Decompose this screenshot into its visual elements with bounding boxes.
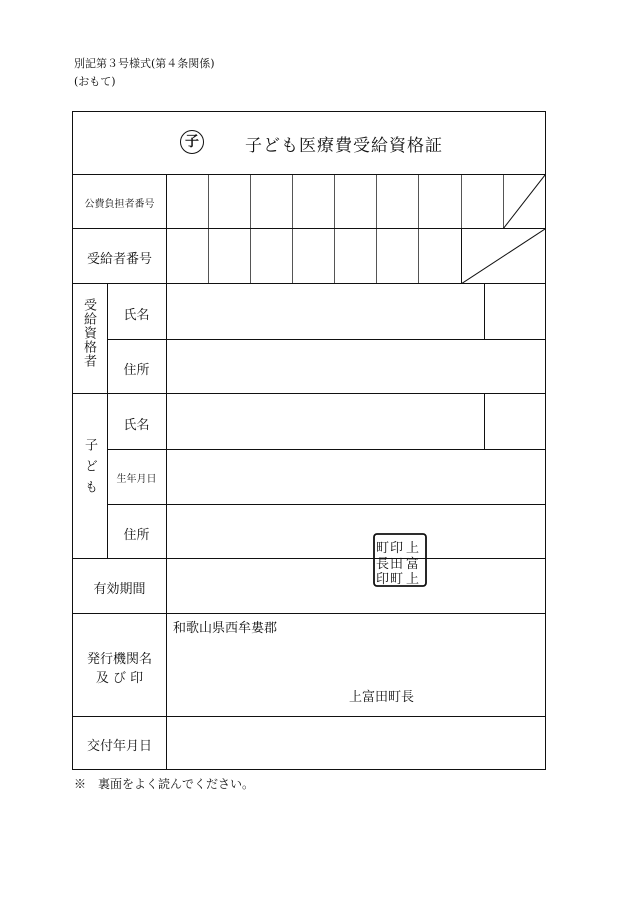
svg-text:町: 町: [390, 572, 404, 587]
issuer-prefecture: 和歌山県西牟婁郡: [173, 621, 278, 636]
form-reference: 別記第３号様式(第４条関係): [74, 57, 215, 70]
divider: [484, 284, 485, 339]
digit-divider: [250, 229, 251, 284]
digit-divider: [376, 175, 377, 229]
svg-text:上: 上: [406, 541, 420, 556]
digit-divider: [250, 175, 251, 229]
divider: [107, 449, 545, 450]
digit-divider: [334, 175, 335, 229]
official-seal-stamp: [372, 532, 428, 588]
svg-text:上: 上: [406, 572, 420, 587]
divider: [166, 717, 167, 770]
slash-mark: [503, 175, 545, 229]
svg-text:長: 長: [376, 557, 390, 572]
recipient-address-label: 住所: [123, 363, 150, 378]
issuer-label-2: 及 び 印: [95, 671, 144, 686]
svg-text:町: 町: [376, 541, 390, 556]
divider: [107, 504, 545, 505]
digit-divider: [418, 175, 419, 229]
recipient-name-label: 氏名: [123, 308, 150, 323]
issuer-row: [73, 613, 545, 717]
form-side-label: (おもて): [74, 75, 116, 88]
page-title: 子ども医療費受給資格証: [245, 136, 443, 156]
digit-divider: [292, 175, 293, 229]
divider: [166, 559, 167, 614]
child-name-label: 氏名: [123, 418, 150, 433]
svg-text:富: 富: [406, 557, 420, 572]
divider: [107, 339, 545, 340]
issue-date-label: 交付年月日: [86, 739, 152, 754]
digit-divider: [376, 229, 377, 284]
certificate-form: [72, 111, 546, 770]
footer-note: ※ 裏面をよく読んでください。: [74, 777, 255, 791]
divider: [166, 394, 167, 559]
digit-divider: [334, 229, 335, 284]
digit-divider: [292, 229, 293, 284]
recipient-group-label: 受給資格者: [81, 298, 96, 368]
child-birthdate-label: 生年月日: [116, 474, 157, 485]
recipient-group: [73, 283, 545, 394]
public-payer-row: [73, 174, 545, 229]
child-group-label: 子ども: [82, 438, 97, 501]
validity-label: 有効期間: [93, 582, 146, 597]
digit-divider: [461, 175, 462, 229]
recipient-no-row: [73, 228, 545, 284]
svg-text:印: 印: [376, 572, 390, 587]
validity-row: [73, 558, 545, 614]
child-mark-icon: 子: [180, 130, 204, 154]
title-row: [73, 112, 545, 174]
divider: [166, 175, 167, 229]
issuer-mayor: 上富田町長: [349, 690, 415, 705]
recipient-no-label: 受給者番号: [86, 252, 152, 267]
svg-text:田: 田: [390, 557, 404, 572]
divider: [484, 394, 485, 449]
divider: [166, 614, 167, 717]
digit-divider: [418, 229, 419, 284]
child-group: [73, 393, 545, 559]
digit-divider: [208, 175, 209, 229]
divider: [166, 229, 167, 284]
public-payer-label: 公費負担者番号: [84, 199, 155, 210]
svg-text:印: 印: [390, 541, 404, 556]
digit-divider: [208, 229, 209, 284]
issue-date-row: [73, 716, 545, 770]
slash-mark: [461, 229, 545, 284]
child-address-label: 住所: [123, 528, 150, 543]
issuer-label-1: 発行機関名: [86, 652, 152, 667]
